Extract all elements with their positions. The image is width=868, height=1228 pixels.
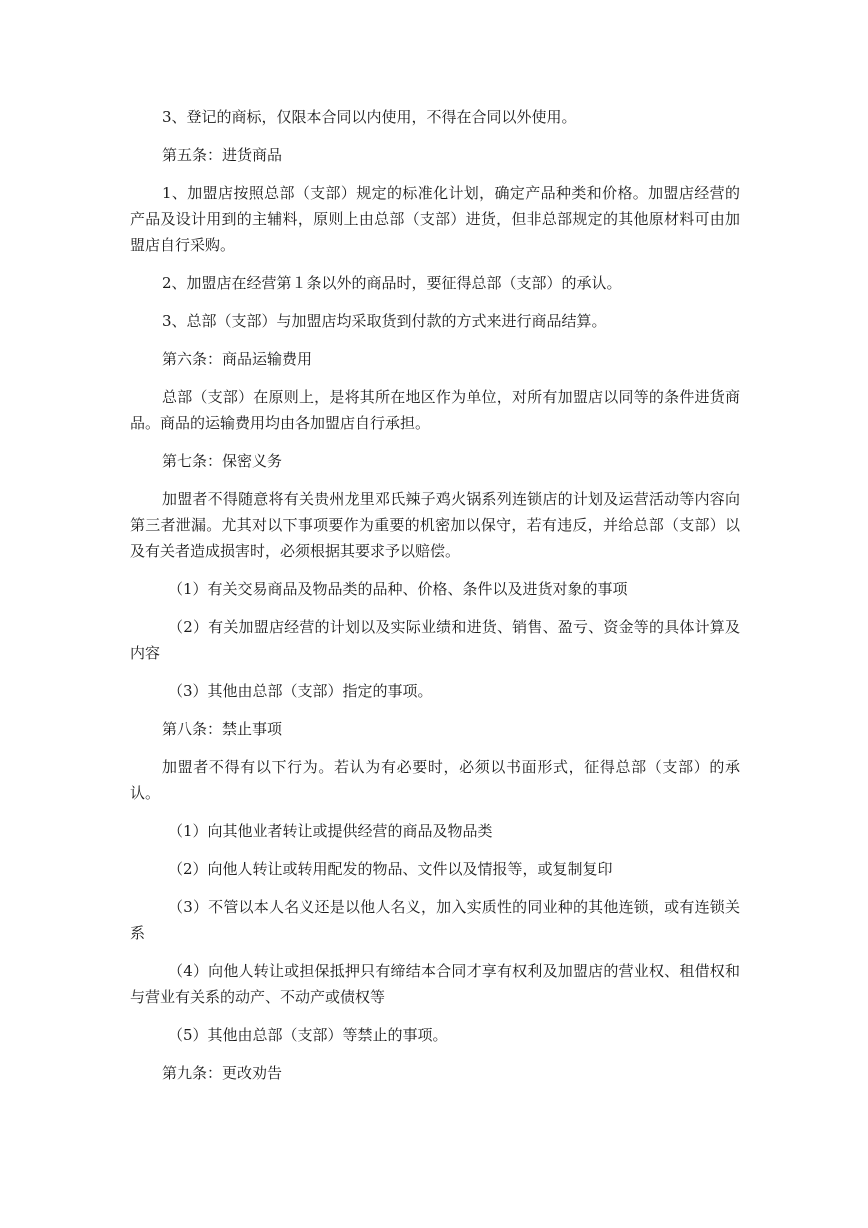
list-item-8-2: （2）向他人转让或转用配发的物品、文件以及情报等，或复制复印 (168, 860, 613, 878)
article-6-heading: 第六条：商品运输费用 (162, 350, 313, 368)
list-item-7-2: （2）有关加盟店经营的计划以及实际业绩和进货、销售、盈亏、资金等的具体计算及内容 (130, 618, 740, 662)
article-8-heading: 第八条：禁止事项 (162, 720, 283, 738)
list-item-7-3: （3）其他由总部（支部）指定的事项。 (168, 682, 433, 700)
paragraph-8: 加盟者不得有以下行为。若认为有必要时，必须以书面形式，征得总部（支部）的承认。 (130, 758, 740, 802)
paragraph-5-3: 3、总部（支部）与加盟店均采取货到付款的方式来进行商品结算。 (162, 312, 607, 330)
article-9-heading: 第九条：更改劝告 (162, 1064, 283, 1082)
article-7-heading: 第七条：保密义务 (162, 452, 283, 470)
paragraph-5-1: 1、加盟店按照总部（支部）规定的标准化计划，确定产品种类和价格。加盟店经营的产品及设计用到的主辅料，原则上由总部（支部）进货，但非总部规定的其他原材料可由加盟店自行采购。 (130, 184, 740, 254)
paragraph-7: 加盟者不得随意将有关贵州龙里邓氏辣子鸡火锅系列连锁店的计划及运营活动等内容向第三者泄漏。尤其对以下事项要作为重要的机密加以保守，若有违反，并给总部（支部）以及有关者造成损害时，必须根据其要求予以赔偿。 (130, 490, 740, 560)
paragraph-5-2: 2、加盟店在经营第１条以外的商品时，要征得总部（支部）的承认。 (162, 274, 622, 292)
article-5-heading: 第五条：进货商品 (162, 146, 283, 164)
list-item-7-1: （1）有关交易商品及物品类的品种、价格、条件以及进货对象的事项 (168, 580, 628, 598)
list-item-8-5: （5）其他由总部（支部）等禁止的事项。 (168, 1026, 448, 1044)
list-item-8-1: （1）向其他业者转让或提供经营的商品及物品类 (168, 822, 493, 840)
document-body (130, 104, 740, 1098)
list-item-8-3: （3）不管以本人名义还是以他人名义，加入实质性的同业种的其他连锁，或有连锁关系 (130, 898, 740, 942)
paragraph-trademark-use: 3、登记的商标，仅限本合同以内使用，不得在合同以外使用。 (162, 108, 577, 126)
list-item-8-4: （4）向他人转让或担保抵押只有缔结本合同才享有权利及加盟店的营业权、租借权和与营业有关系的动产、不动产或债权等 (130, 962, 740, 1006)
paragraph-6: 总部（支部）在原则上，是将其所在地区作为单位，对所有加盟店以同等的条件进货商品。商品的运输费用均由各加盟店自行承担。 (130, 388, 740, 432)
